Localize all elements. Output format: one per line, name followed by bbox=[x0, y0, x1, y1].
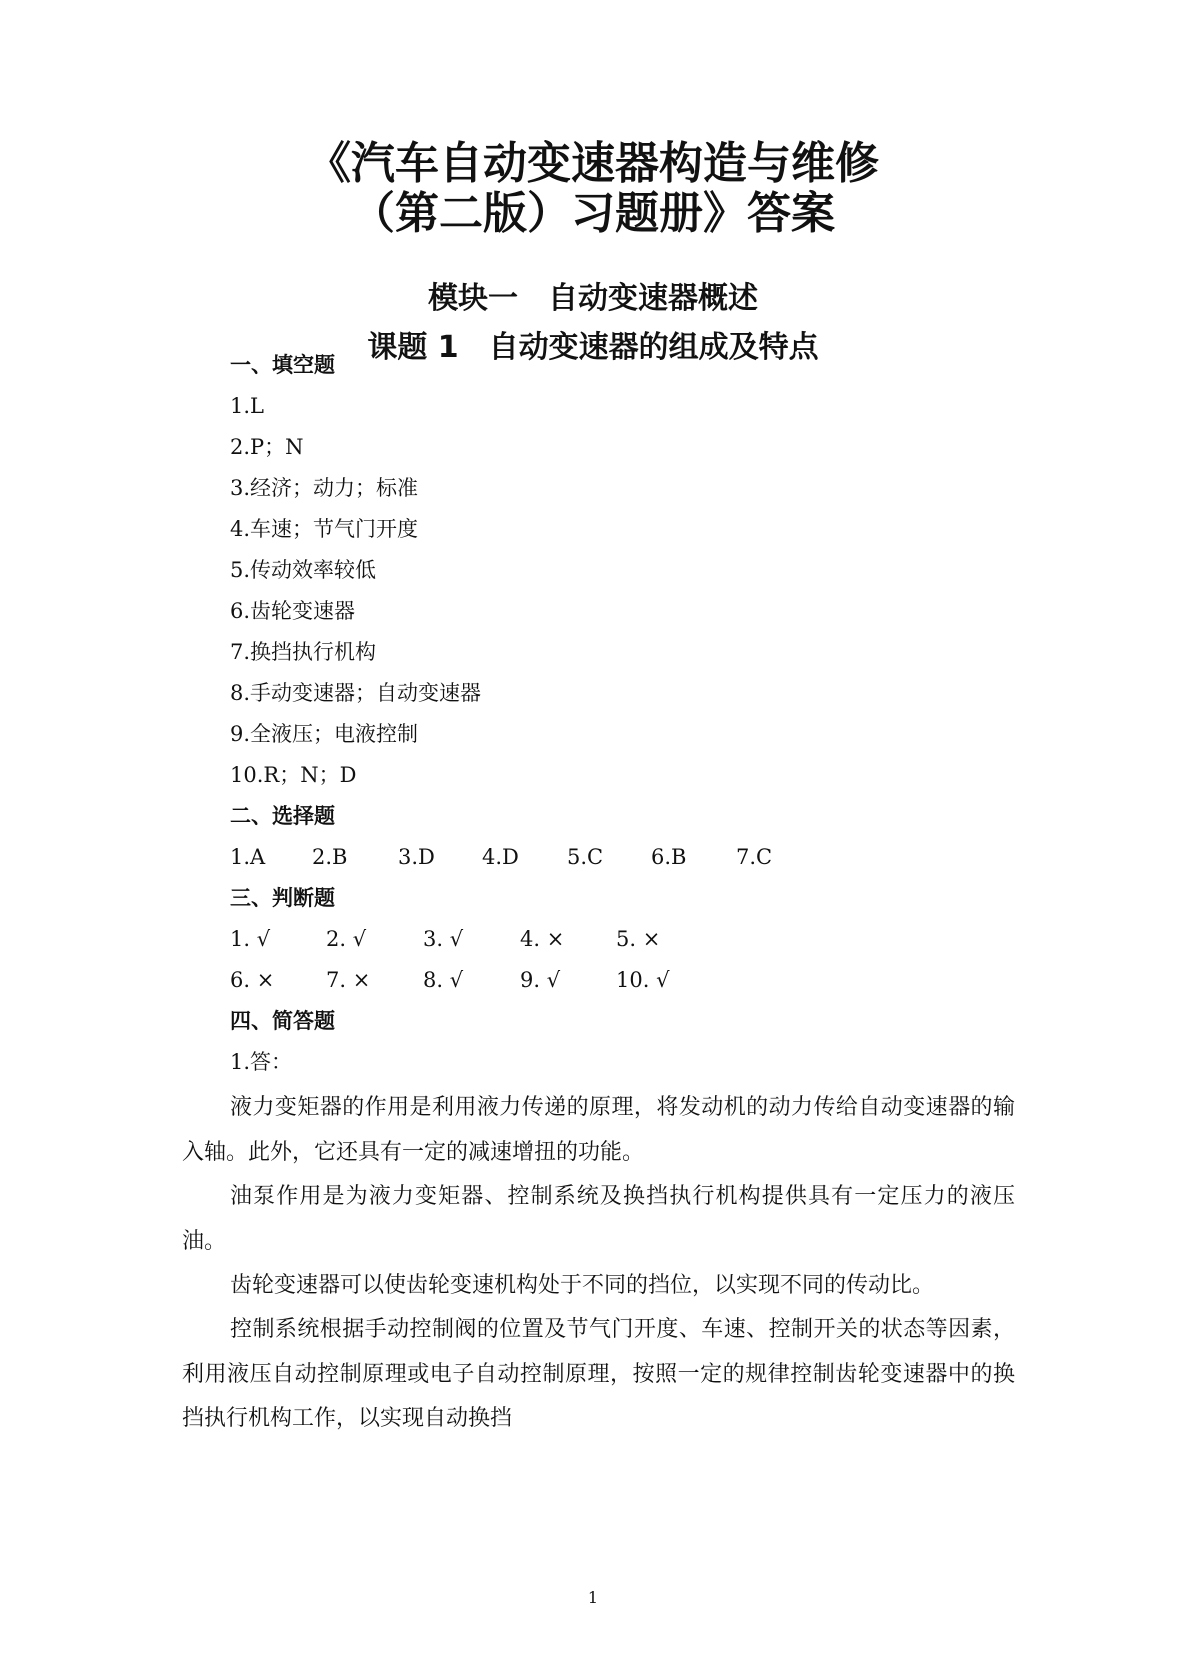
answer-line: 6.齿轮变速器 bbox=[230, 599, 356, 623]
judge-answer: 5. × bbox=[616, 927, 661, 951]
judge-answer: 1. √ bbox=[230, 927, 271, 951]
choice-answer: 3.D bbox=[398, 845, 435, 869]
answer-line: 7.换挡执行机构 bbox=[230, 640, 377, 664]
judge-answer: 10. √ bbox=[616, 968, 670, 992]
judge-answer: 6. × bbox=[230, 968, 275, 992]
answer-paragraph: 齿轮变速器可以使齿轮变速机构处于不同的挡位，以实现不同的传动比。 bbox=[230, 1273, 935, 1298]
choice-answer: 6.B bbox=[651, 845, 687, 869]
answer-line: 1.L bbox=[230, 394, 264, 418]
topic-heading: 课题 1 自动变速器的组成及特点 bbox=[367, 330, 819, 365]
document-title-line-2: （第二版）习题册》答案 bbox=[351, 188, 835, 239]
section-heading-judge: 三、判断题 bbox=[230, 886, 335, 910]
section-heading-fill-blank: 一、填空题 bbox=[230, 353, 335, 377]
answer-line: 5.传动效率较低 bbox=[230, 558, 377, 582]
answer-label: 1.答： bbox=[230, 1050, 293, 1074]
section-heading-choice: 二、选择题 bbox=[230, 804, 335, 828]
answer-line: 9.全液压；电液控制 bbox=[230, 722, 419, 746]
answer-line: 3.经济；动力；标准 bbox=[230, 476, 419, 500]
answer-paragraph: 液力变矩器的作用是利用液力传递的原理，将发动机的动力传给自动变速器的输入轴。此外，它还具有一定的减速增扭的功能。 bbox=[182, 1095, 1015, 1165]
answer-line: 8.手动变速器；自动变速器 bbox=[230, 681, 482, 705]
judge-answer: 3. √ bbox=[423, 927, 464, 951]
choice-answer: 1.A bbox=[230, 845, 266, 869]
answer-line: 10.R；N；D bbox=[230, 763, 357, 787]
answer-paragraph: 油泵作用是为液力变矩器、控制系统及换挡执行机构提供具有一定压力的液压油。 bbox=[182, 1184, 1015, 1254]
choice-answer: 5.C bbox=[567, 845, 604, 869]
judge-answer: 2. √ bbox=[326, 927, 367, 951]
module-heading: 模块一 自动变速器概述 bbox=[428, 281, 758, 316]
choice-answer: 4.D bbox=[482, 845, 519, 869]
judge-answer: 4. × bbox=[520, 927, 565, 951]
document-title-line-1: 《汽车自动变速器构造与维修 bbox=[307, 138, 879, 189]
answer-paragraph: 控制系统根据手动控制阀的位置及节气门开度、车速、控制开关的状态等因素，利用液压自动控制原理或电子自动控制原理，按照一定的规律控制齿轮变速器中的换挡执行机构工作，以实现自动换挡 bbox=[182, 1317, 1015, 1431]
answer-line: 2.P；N bbox=[230, 435, 304, 459]
answer-line: 4.车速；节气门开度 bbox=[230, 517, 419, 541]
judge-answer: 7. × bbox=[326, 968, 371, 992]
section-heading-short-answer: 四、简答题 bbox=[230, 1009, 335, 1033]
judge-answer: 9. √ bbox=[520, 968, 561, 992]
page-number: 1 bbox=[587, 1588, 599, 1607]
choice-answer: 7.C bbox=[736, 845, 773, 869]
judge-answer: 8. √ bbox=[423, 968, 464, 992]
choice-answer: 2.B bbox=[312, 845, 348, 869]
